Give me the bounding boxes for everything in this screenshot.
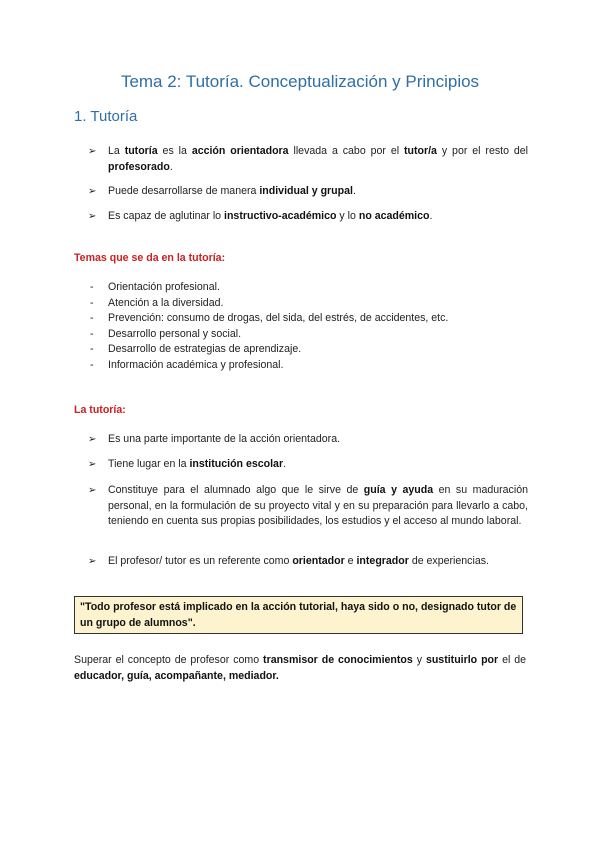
list-item [88, 554, 528, 570]
arrow-bullet-icon: ➢ [88, 485, 97, 496]
list-item [88, 144, 528, 175]
arrow-bullet-icon: ➢ [88, 556, 97, 567]
list-item [88, 483, 528, 530]
topics-list [88, 280, 528, 373]
arrow-bullet-icon: ➢ [88, 459, 97, 470]
section-heading: 1. Tutoría [74, 108, 138, 125]
arrow-bullet-icon: ➢ [88, 146, 97, 157]
list-item [88, 432, 528, 448]
list-item: - Desarrollo de estrategias de aprendizaje. [88, 342, 528, 358]
dash-bullet: - [90, 281, 94, 293]
quote-box: "Todo profesor está implicado en la acción tutorial, haya sido o no, designado tutor de un grupo de alumnos". [74, 596, 523, 634]
list-item-text: Constituye para el alumnado algo que le sirve de guía y ayuda en su maduración personal, en la formulación de su proyecto vital y en su preparación para llevarlo a cabo, teniendo en cuenta sus propias posibilidades, los estudios y el acceso al mundo laboral. [108, 484, 528, 527]
dash-bullet: - [90, 327, 94, 340]
closing-paragraph: Superar el concepto de profesor como transmisor de conocimientos y sustituirlo por el de educador, guía, acompañante, mediador. [74, 654, 527, 682]
dash-bullet: - [90, 343, 94, 355]
list-item: - Atención a la diversidad. [88, 296, 528, 312]
list-item-text: Tiene lugar en la institución escolar. [108, 458, 287, 470]
list-item [88, 184, 528, 200]
arrow-bullet-icon: ➢ [88, 434, 97, 445]
tutoria-heading: La tutoría: [74, 404, 126, 416]
list-item: - Orientación profesional. [88, 280, 528, 296]
list-item-text: Puede desarrollarse de manera individual y grupal. [108, 185, 356, 197]
page-title: Tema 2: Tutoría. Conceptualización y Principios [120, 72, 480, 91]
list-item: - Prevención: consumo de drogas, del sida, del estrés, de accidentes, etc. [88, 311, 528, 327]
list-item-text: Es una parte importante de la acción orientadora. [108, 433, 341, 445]
list-item: - Desarrollo personal y social. [88, 327, 528, 343]
dash-bullet: - [90, 358, 94, 371]
list-item: - Información académica y profesional. [88, 358, 528, 374]
dash-bullet: - [90, 296, 94, 309]
list-item-text: El profesor/ tutor es un referente como orientador e integrador de experiencias. [108, 555, 489, 567]
topics-heading: Temas que se da en la tutoría: [74, 252, 226, 264]
list-item-text: La tutoría es la acción orientadora llevada a cabo por el tutor/a y por el resto del profesorado. [108, 145, 529, 173]
list-item [88, 457, 528, 473]
list-item [88, 209, 528, 225]
arrow-bullet-icon: ➢ [88, 211, 97, 222]
arrow-bullet-icon: ➢ [88, 186, 97, 197]
list-item-text: Es capaz de aglutinar lo instructivo-académico y lo no académico. [108, 210, 433, 222]
dash-bullet: - [90, 312, 94, 324]
